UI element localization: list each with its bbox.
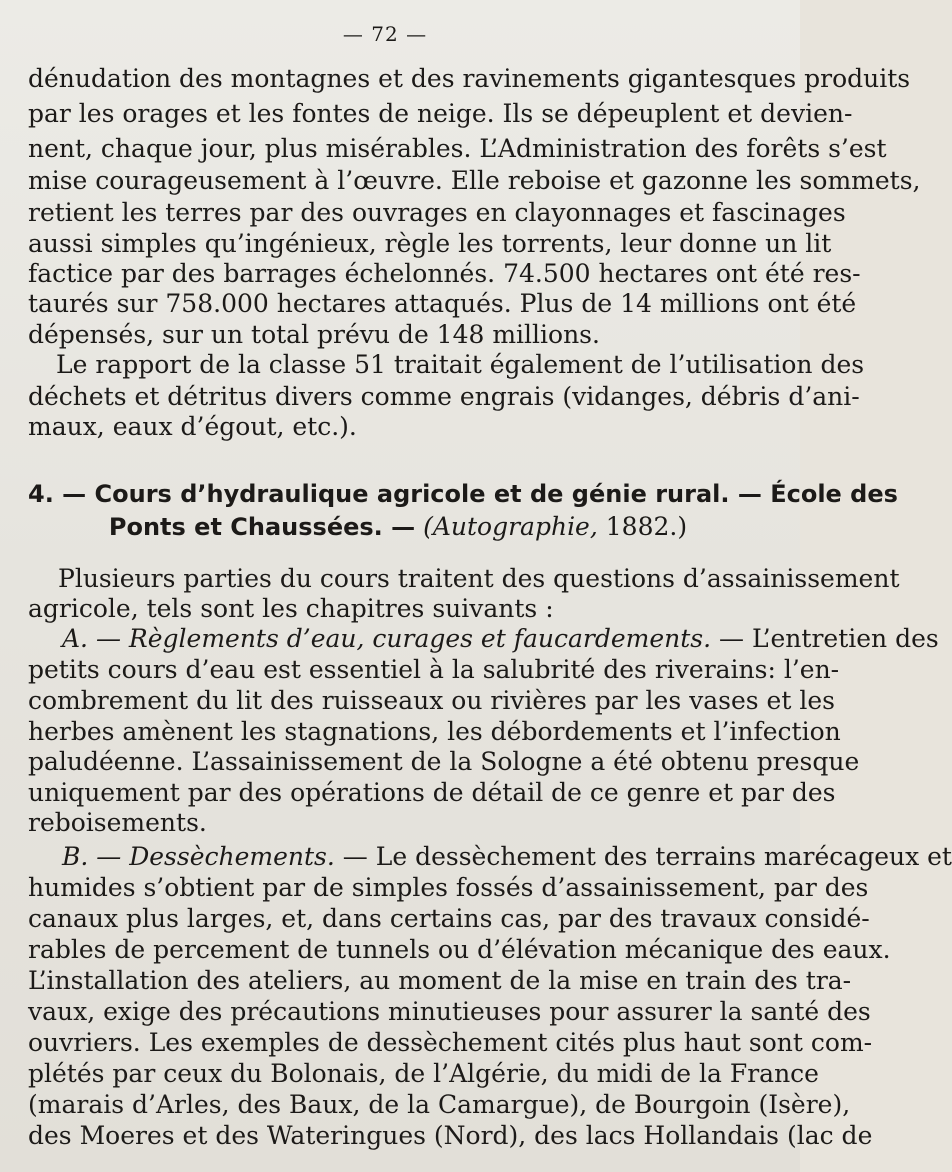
- subsection-b-label: B. —: [62, 842, 122, 871]
- section-4-heading-title: Ponts et Chaussées. —: [108, 513, 416, 541]
- section-4-heading: 4. — Cours d’hydraulique agricole et de génie rural. — École des: [28, 480, 898, 508]
- subsection-b-line: (marais d’Arles, des Baux, de la Camargue), de Bourgoin (Isère),: [28, 1090, 851, 1119]
- subsection-a-first-line: [62, 622, 939, 656]
- paragraph-1-line: mise courageusement à l’œuvre. Elle reboise et gazonne les sommets,: [28, 166, 921, 195]
- section-4-heading-line-2: [28, 510, 768, 544]
- section-4-intro-line: Plusieurs parties du cours traitent des questions d’assainissement: [58, 564, 900, 593]
- subsection-b-line: L’installation des ateliers, au moment de la mise en train des tra-: [28, 966, 852, 995]
- subsection-b-text-start: — Le dessèchement des terrains marécageux et: [342, 842, 952, 871]
- subsection-b-line: humides s’obtient par de simples fossés d’assainissement, par des: [28, 873, 869, 902]
- subsection-a-line: petits cours d’eau est essentiel à la salubrité des riverains: l’en-: [28, 655, 840, 684]
- subsection-b-line: rables de percement de tunnels ou d’élévation mécanique des eaux.: [28, 935, 891, 964]
- subsection-a-line: uniquement par des opérations de détail de ce genre et par des: [28, 778, 836, 807]
- paragraph-1-line: retient les terres par des ouvrages en clayonnages et fascinages: [28, 198, 846, 227]
- subsection-a-line: combrement du lit des ruisseaux ou rivières par les vases et les: [28, 686, 835, 715]
- subsection-a-line: paludéenne. L’assainissement de la Sologne a été obtenu presque: [28, 747, 860, 776]
- paragraph-2-line: Le rapport de la classe 51 traitait également de l’utilisation des: [56, 350, 865, 379]
- paragraph-1-line: factice par des barrages échelonnés. 74.500 hectares ont été res-: [28, 259, 861, 288]
- paragraph-2-line: déchets et détritus divers comme engrais (vidanges, débris d’ani-: [28, 382, 860, 411]
- paragraph-1-line: par les orages et les fontes de neige. Ils se dépeuplent et devien-: [28, 99, 853, 128]
- subsection-b-first-line: [62, 840, 952, 874]
- paragraph-1-line: nent, chaque jour, plus misérables. L’Administration des forêts s’est: [28, 134, 887, 163]
- page-number: — 72 —: [342, 22, 428, 46]
- section-4-source: (Autographie,: [423, 512, 598, 541]
- paragraph-2-line-last: maux, eaux d’égout, etc.).: [28, 412, 357, 441]
- section-4-intro-line: agricole, tels sont les chapitres suivants :: [28, 594, 554, 623]
- subsection-b-line: ouvriers. Les exemples de dessèchement cités plus haut sont com-: [28, 1028, 873, 1057]
- subsection-a-line: herbes amènent les stagnations, les débordements et l’infection: [28, 717, 841, 746]
- subsection-b-line: canaux plus larges, et, dans certains cas, par des travaux considé-: [28, 904, 870, 933]
- subsection-b-line: plétés par ceux du Bolonais, de l’Algérie, du midi de la France: [28, 1059, 819, 1088]
- subsection-b-line: vaux, exige des précautions minutieuses pour assurer la santé des: [28, 997, 871, 1026]
- subsection-a-label: A. —: [62, 624, 121, 653]
- subsection-b-line: des Moeres et des Wateringues (Nord), des lacs Hollandais (lac de: [28, 1121, 873, 1150]
- subsection-a-line-last: reboisements.: [28, 808, 207, 837]
- subsection-a-title: Règlements d’eau, curages et faucardements.: [128, 624, 712, 653]
- subsection-a-text-start: — L’entretien des: [719, 624, 939, 653]
- paragraph-1-line: dénudation des montagnes et des ravinements gigantesques produits: [28, 64, 911, 93]
- section-4-year: 1882.): [605, 512, 688, 541]
- paragraph-1-line-last: dépensés, sur un total prévu de 148 millions.: [28, 320, 600, 349]
- paragraph-1-line: taurés sur 758.000 hectares attaqués. Plus de 14 millions ont été: [28, 289, 857, 318]
- subsection-b-title: Dessèchements.: [129, 842, 335, 871]
- paragraph-1-line: aussi simples qu’ingénieux, règle les torrents, leur donne un lit: [28, 229, 832, 258]
